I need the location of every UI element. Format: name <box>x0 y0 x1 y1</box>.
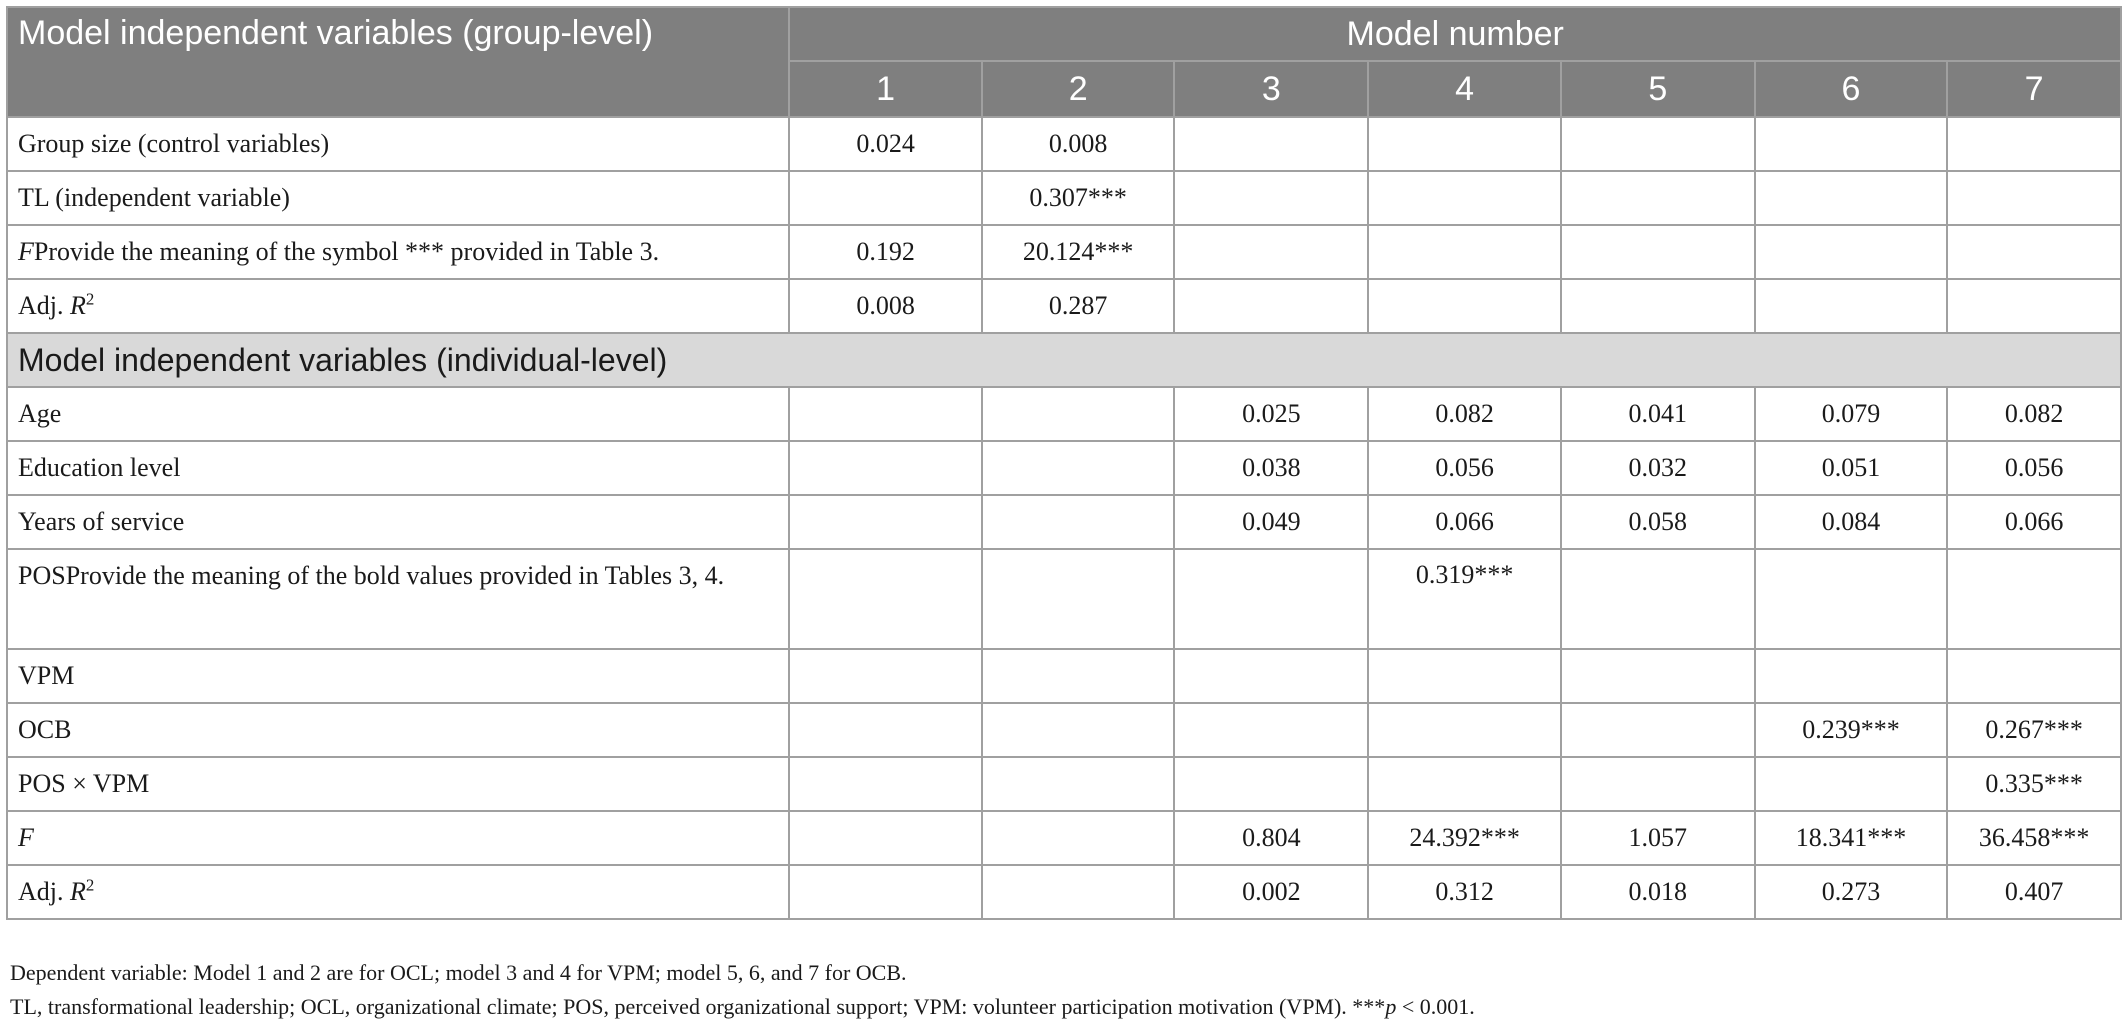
table-cell <box>1174 649 1368 703</box>
model-header-4: 4 <box>1368 61 1561 117</box>
footnote-text: TL, transformational leadership; OCL, organizational climate; POS, perceived organizational support; VPM: volunteer participation motivation (VPM). *** <box>10 994 1386 1019</box>
table-cell <box>1947 225 2121 279</box>
label-text: Adj. <box>18 291 70 321</box>
table-cell <box>1755 279 1948 333</box>
table-cell <box>1368 171 1561 225</box>
table-cell: 0.008 <box>789 279 982 333</box>
table-cell: 0.051 <box>1755 441 1948 495</box>
results-table <box>6 6 2122 920</box>
table-cell <box>1561 225 1755 279</box>
table-cell: 24.392*** <box>1368 811 1561 865</box>
table-cell <box>1561 549 1755 649</box>
table-cell: 0.307*** <box>982 171 1175 225</box>
table-cell: 36.458*** <box>1947 811 2121 865</box>
table-cell: 0.192 <box>789 225 982 279</box>
row-label <box>7 811 789 865</box>
table-cell <box>1561 757 1755 811</box>
row-label <box>7 279 789 333</box>
row-label: VPM <box>7 649 789 703</box>
table-cell: 0.025 <box>1174 387 1368 441</box>
table-cell <box>1561 649 1755 703</box>
table-cell <box>1947 549 2121 649</box>
table-row <box>7 441 2121 495</box>
model-header-7: 7 <box>1947 61 2121 117</box>
table-cell <box>789 703 982 757</box>
table-cell <box>789 865 982 919</box>
table-cell: 0.239*** <box>1755 703 1948 757</box>
table-row <box>7 649 2121 703</box>
table-cell: 0.038 <box>1174 441 1368 495</box>
table-cell <box>1561 279 1755 333</box>
label-superscript: 2 <box>85 875 95 895</box>
label-italic: F <box>18 237 34 267</box>
table-cell <box>1368 757 1561 811</box>
table-cell: 0.312 <box>1368 865 1561 919</box>
row-label: OCB <box>7 703 789 757</box>
table-cell <box>982 811 1175 865</box>
row-label <box>7 225 789 279</box>
table-cell: 0.008 <box>982 117 1175 171</box>
table-cell <box>1174 225 1368 279</box>
table-cell <box>1561 171 1755 225</box>
table-row <box>7 549 2121 649</box>
table-cell <box>1174 117 1368 171</box>
table-cell <box>1755 757 1948 811</box>
table-cell <box>982 649 1175 703</box>
table-cell <box>1174 703 1368 757</box>
table-cell <box>1947 279 2121 333</box>
table-cell: 0.407 <box>1947 865 2121 919</box>
table-cell: 0.082 <box>1947 387 2121 441</box>
row-label: Age <box>7 387 789 441</box>
individual-level-header: Model independent variables (individual-level) <box>7 333 2121 387</box>
model-header-6: 6 <box>1755 61 1948 117</box>
table-cell <box>789 811 982 865</box>
table-cell: 0.056 <box>1368 441 1561 495</box>
table-cell: 0.267*** <box>1947 703 2121 757</box>
table-row <box>7 811 2121 865</box>
row-label: Education level <box>7 441 789 495</box>
table-cell <box>982 865 1175 919</box>
table-cell <box>789 757 982 811</box>
table-cell <box>789 495 982 549</box>
table-cell <box>1561 703 1755 757</box>
table-cell: 0.041 <box>1561 387 1755 441</box>
table-cell: 0.066 <box>1368 495 1561 549</box>
table-cell: 0.024 <box>789 117 982 171</box>
row-label: Years of service <box>7 495 789 549</box>
table-cell: 0.032 <box>1561 441 1755 495</box>
footnote-text-end: < 0.001. <box>1396 994 1475 1019</box>
group-level-header: Model independent variables (group-level) <box>7 7 789 117</box>
table-cell: 0.804 <box>1174 811 1368 865</box>
table-cell <box>1947 117 2121 171</box>
model-header-3: 3 <box>1174 61 1368 117</box>
table-row <box>7 279 2121 333</box>
label-italic: R <box>70 877 86 907</box>
label-italic: F <box>18 823 34 853</box>
table-cell <box>982 757 1175 811</box>
table-cell: 0.079 <box>1755 387 1948 441</box>
table-cell: 0.018 <box>1561 865 1755 919</box>
table-cell: 0.319*** <box>1368 549 1561 649</box>
table-cell <box>1174 549 1368 649</box>
row-label: Group size (control variables) <box>7 117 789 171</box>
label-text: Adj. <box>18 877 70 907</box>
table-cell <box>1755 649 1948 703</box>
table-cell <box>982 703 1175 757</box>
row-label: POS × VPM <box>7 757 789 811</box>
model-number-header: Model number <box>789 7 2121 61</box>
table-row <box>7 865 2121 919</box>
table-cell <box>789 171 982 225</box>
model-header-2: 2 <box>982 61 1175 117</box>
footnote-p-italic: p <box>1385 994 1397 1019</box>
table-cell <box>789 387 982 441</box>
table-cell <box>789 441 982 495</box>
row-label: POSProvide the meaning of the bold values provided in Tables 3, 4. <box>7 549 789 649</box>
label-text: Provide the meaning of the symbol *** provided in Table 3. <box>33 237 660 267</box>
table-cell <box>982 387 1175 441</box>
section-row <box>7 333 2121 387</box>
model-header-1: 1 <box>789 61 982 117</box>
table-cell <box>789 549 982 649</box>
table-cell: 0.002 <box>1174 865 1368 919</box>
table-cell: 0.084 <box>1755 495 1948 549</box>
table-cell: 0.058 <box>1561 495 1755 549</box>
table-cell <box>1368 117 1561 171</box>
table-cell <box>1561 117 1755 171</box>
table-cell <box>1755 549 1948 649</box>
table-cell <box>1755 225 1948 279</box>
table-row <box>7 117 2121 171</box>
table-row <box>7 225 2121 279</box>
table-cell: 0.066 <box>1947 495 2121 549</box>
row-label: TL (independent variable) <box>7 171 789 225</box>
header-row-1 <box>7 7 2121 61</box>
table-cell: 0.273 <box>1755 865 1948 919</box>
model-header-5: 5 <box>1561 61 1755 117</box>
table-cell: 18.341*** <box>1755 811 1948 865</box>
table-cell <box>1947 171 2121 225</box>
table-cell <box>1174 171 1368 225</box>
table-row <box>7 171 2121 225</box>
table-cell <box>1368 279 1561 333</box>
table-cell <box>1174 757 1368 811</box>
table-cell: 1.057 <box>1561 811 1755 865</box>
table-cell <box>789 649 982 703</box>
table-cell <box>982 549 1175 649</box>
table-cell: 0.056 <box>1947 441 2121 495</box>
table-cell <box>982 441 1175 495</box>
table-cell <box>1368 703 1561 757</box>
table-cell: 0.082 <box>1368 387 1561 441</box>
table-cell <box>982 495 1175 549</box>
table-cell: 0.335*** <box>1947 757 2121 811</box>
table-cell <box>1174 279 1368 333</box>
table-cell: 20.124*** <box>982 225 1175 279</box>
table-cell <box>1947 649 2121 703</box>
table-cell: 0.049 <box>1174 495 1368 549</box>
footnote-abbreviations <box>10 994 1475 1020</box>
table-cell <box>1368 225 1561 279</box>
row-label <box>7 865 789 919</box>
table-row <box>7 387 2121 441</box>
table-cell <box>1368 649 1561 703</box>
table-body <box>7 7 2121 919</box>
table-cell <box>1755 171 1948 225</box>
table-cell: 0.287 <box>982 279 1175 333</box>
table-row <box>7 495 2121 549</box>
table-cell <box>1755 117 1948 171</box>
label-italic: R <box>70 291 86 321</box>
table-row <box>7 703 2121 757</box>
table-row <box>7 757 2121 811</box>
label-superscript: 2 <box>85 289 95 309</box>
footnote-dependent-variable: Dependent variable: Model 1 and 2 are for OCL; model 3 and 4 for VPM; model 5, 6, and 7 for OCB. <box>10 960 907 985</box>
